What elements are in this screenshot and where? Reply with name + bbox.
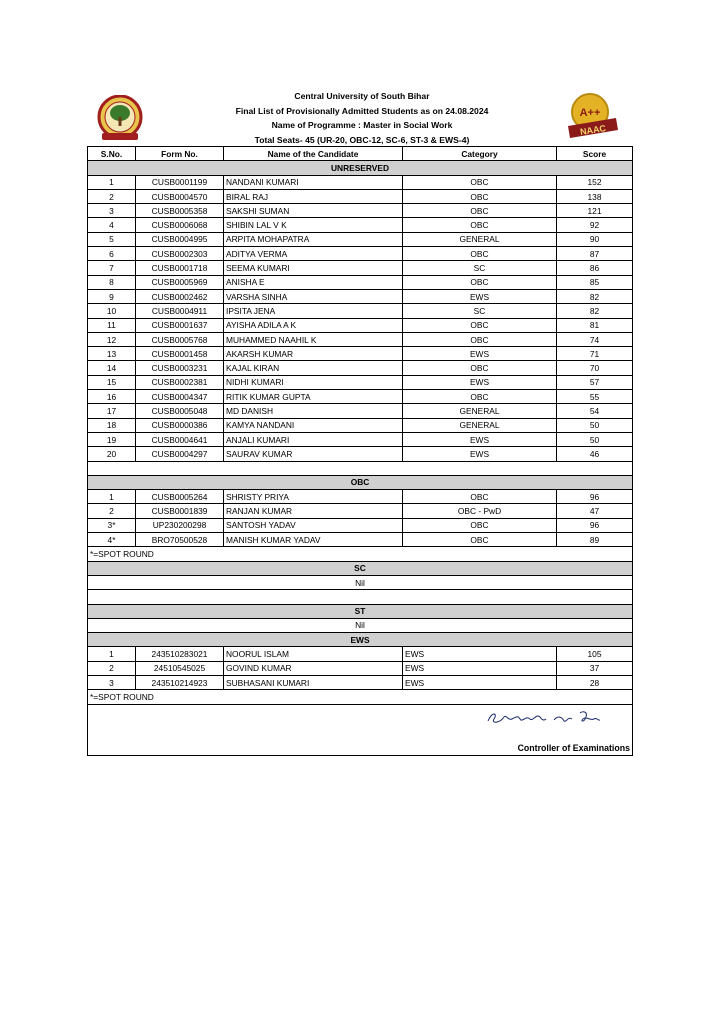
candidate-name-cell: VARSHA SINHA [224,289,403,303]
form-no-cell: CUSB0001458 [136,347,224,361]
st-nil-value: Nil [88,618,633,632]
candidate-name-cell: ANISHA E [224,275,403,289]
category-cell: EWS [403,675,557,689]
category-cell: SC [403,304,557,318]
candidate-name-cell: SHIBIN LAL V K [224,218,403,232]
form-no-cell: CUSB0005969 [136,275,224,289]
candidate-name-cell: NANDANI KUMARI [224,175,403,189]
category-cell: OBC [403,318,557,332]
category-cell: GENERAL [403,418,557,432]
candidate-name-cell: MUHAMMED NAAHIL K [224,332,403,346]
candidate-name-cell: SUBHASANI KUMARI [224,675,403,689]
score-cell: 50 [557,432,633,446]
sc-nil [88,575,633,589]
candidate-name-cell: RANJAN KUMAR [224,504,403,518]
form-no-cell: CUSB0002381 [136,375,224,389]
table-row [88,675,633,689]
category-cell: GENERAL [403,404,557,418]
form-no-cell: CUSB0004297 [136,447,224,461]
table-row [88,175,633,189]
sno-cell: 2 [88,189,136,203]
section-st [88,604,633,618]
col-sno-header: S.No. [88,147,136,161]
form-no-cell: CUSB0003231 [136,361,224,375]
table-row [88,418,633,432]
spot-round-note-row [88,547,633,561]
category-cell: OBC [403,332,557,346]
candidate-name-cell: AKARSH KUMAR [224,347,403,361]
candidate-name-cell: KAMYA NANDANI [224,418,403,432]
candidate-name-cell: MANISH KUMAR YADAV [224,533,403,547]
form-no-cell: CUSB0004995 [136,232,224,246]
form-no-cell: BRO70500528 [136,533,224,547]
candidate-name-cell: SEEMA KUMARI [224,261,403,275]
sno-cell: 7 [88,261,136,275]
table-row [88,347,633,361]
score-cell: 47 [557,504,633,518]
programme-name: Name of Programme : Master in Social Work [271,120,453,130]
score-cell: 121 [557,204,633,218]
category-cell: EWS [403,432,557,446]
form-no-cell: CUSB0004641 [136,432,224,446]
score-cell: 82 [557,289,633,303]
signature-row [88,704,633,755]
category-cell: SC [403,261,557,275]
table-row [88,247,633,261]
score-cell: 138 [557,189,633,203]
candidate-name-cell: NIDHI KUMARI [224,375,403,389]
section-sc [88,561,633,575]
category-cell: EWS [403,447,557,461]
candidate-name-cell: SHRISTY PRIYA [224,490,403,504]
score-cell: 81 [557,318,633,332]
naac-grade-text: A++ [579,107,601,119]
list-title: Final List of Provisionally Admitted Students as on 24.08.2024 [235,105,489,116]
score-cell: 28 [557,675,633,689]
form-no-cell: 243510214923 [136,675,224,689]
table-row [88,647,633,661]
table-row [88,447,633,461]
score-cell: 86 [557,261,633,275]
controller-of-examinations: Controller of Examinations [517,742,630,753]
form-no-cell: CUSB0006068 [136,218,224,232]
sno-cell: 11 [88,318,136,332]
score-cell: 50 [557,418,633,432]
score-cell: 74 [557,332,633,346]
col-score-header: Score [557,147,633,161]
table-row [88,189,633,203]
university-seal-logo [94,95,146,148]
section-obc-label: OBC [88,475,633,489]
form-no-cell: 24510545025 [136,661,224,675]
category-cell: OBC [403,533,557,547]
form-no-cell: CUSB0005358 [136,204,224,218]
table-row [88,289,633,303]
category-cell: EWS [403,661,557,675]
table-row [88,204,633,218]
admission-list-table [87,146,633,756]
sno-cell: 3* [88,518,136,532]
table-row [88,390,633,404]
sno-cell: 1 [88,490,136,504]
category-cell: GENERAL [403,232,557,246]
sno-cell: 1 [88,647,136,661]
candidate-name-cell: SANTOSH YADAV [224,518,403,532]
section-sc-label: SC [88,561,633,575]
table-row [88,432,633,446]
col-form-no-header: Form No. [136,147,224,161]
category-cell: OBC [403,189,557,203]
score-cell: 89 [557,533,633,547]
sno-cell: 20 [88,447,136,461]
sno-cell: 14 [88,361,136,375]
spot-round-note: *=SPOT ROUND [88,547,633,561]
form-no-cell: 243510283021 [136,647,224,661]
candidate-name-cell: ADITYA VERMA [224,247,403,261]
sno-cell: 12 [88,332,136,346]
sno-cell: 9 [88,289,136,303]
sno-cell: 18 [88,418,136,432]
section-ews-label: EWS [88,633,633,647]
blank-row [88,461,633,475]
candidate-name-cell: BIRAL RAJ [224,189,403,203]
form-no-cell: CUSB0002303 [136,247,224,261]
score-cell: 96 [557,490,633,504]
form-no-cell: CUSB0002462 [136,289,224,303]
table-row [88,232,633,246]
blank-cell [88,461,633,475]
naac-logo [560,92,624,149]
candidate-name-cell: GOVIND KUMAR [224,661,403,675]
spot-round-note: *=SPOT ROUND [88,690,633,704]
candidate-name-cell: SAURAV KUMAR [224,447,403,461]
score-cell: 105 [557,647,633,661]
score-cell: 92 [557,218,633,232]
category-cell: EWS [403,647,557,661]
table-row [88,218,633,232]
table-row [88,275,633,289]
sno-cell: 5 [88,232,136,246]
sno-cell: 6 [88,247,136,261]
table-row [88,304,633,318]
form-no-cell: CUSB0001718 [136,261,224,275]
spot-round-note-row [88,690,633,704]
blank-row [88,590,633,604]
table-row [88,533,633,547]
score-cell: 152 [557,175,633,189]
category-cell: OBC [403,218,557,232]
score-cell: 85 [557,275,633,289]
sno-cell: 3 [88,204,136,218]
category-cell: EWS [403,289,557,303]
col-name-header: Name of the Candidate [224,147,403,161]
score-cell: 87 [557,247,633,261]
score-cell: 70 [557,361,633,375]
sno-cell: 4* [88,533,136,547]
form-no-cell: CUSB0005264 [136,490,224,504]
score-cell: 57 [557,375,633,389]
category-cell: OBC [403,247,557,261]
table-row [88,261,633,275]
form-no-cell: CUSB0005048 [136,404,224,418]
category-cell: OBC [403,518,557,532]
section-unreserved [88,161,633,175]
sno-cell: 8 [88,275,136,289]
category-cell: EWS [403,375,557,389]
table-row [88,504,633,518]
handwritten-signature [484,707,604,729]
score-cell: 82 [557,304,633,318]
candidate-name-cell: NOORUL ISLAM [224,647,403,661]
table-row [88,518,633,532]
table-row [88,318,633,332]
score-cell: 90 [557,232,633,246]
form-no-cell: CUSB0001637 [136,318,224,332]
sno-cell: 4 [88,218,136,232]
form-no-cell: CUSB0004347 [136,390,224,404]
table-row [88,490,633,504]
table-row [88,375,633,389]
form-no-cell: CUSB0001839 [136,504,224,518]
candidate-name-cell: RITIK KUMAR GUPTA [224,390,403,404]
section-unreserved-label: UNRESERVED [88,161,633,175]
sno-cell: 2 [88,661,136,675]
form-no-cell: CUSB0001199 [136,175,224,189]
candidate-name-cell: SAKSHI SUMAN [224,204,403,218]
sno-cell: 10 [88,304,136,318]
university-name: Central University of South Bihar [294,91,430,101]
col-category-header: Category [403,147,557,161]
candidate-name-cell: MD DANISH [224,404,403,418]
table-row [88,661,633,675]
category-cell: OBC [403,204,557,218]
sno-cell: 13 [88,347,136,361]
sc-nil-value: Nil [88,575,633,589]
candidate-name-cell: IPSITA JENA [224,304,403,318]
score-cell: 37 [557,661,633,675]
category-cell: OBC [403,175,557,189]
category-cell: OBC [403,490,557,504]
sno-cell: 15 [88,375,136,389]
candidate-name-cell: AYISHA ADILA A K [224,318,403,332]
table-row [88,404,633,418]
score-cell: 46 [557,447,633,461]
sno-cell: 1 [88,175,136,189]
form-no-cell: UP230200298 [136,518,224,532]
candidate-name-cell: ANJALI KUMARI [224,432,403,446]
form-no-cell: CUSB0004570 [136,189,224,203]
table-row [88,361,633,375]
score-cell: 54 [557,404,633,418]
category-cell: OBC [403,275,557,289]
section-obc [88,475,633,489]
sno-cell: 16 [88,390,136,404]
sno-cell: 3 [88,675,136,689]
sno-cell: 17 [88,404,136,418]
score-cell: 96 [557,518,633,532]
st-nil [88,618,633,632]
table-row [88,332,633,346]
form-no-cell: CUSB0000386 [136,418,224,432]
sno-cell: 19 [88,432,136,446]
section-st-label: ST [88,604,633,618]
signature-cell [88,704,633,755]
form-no-cell: CUSB0004911 [136,304,224,318]
blank-cell [88,590,633,604]
candidate-name-cell: KAJAL KIRAN [224,361,403,375]
section-ews [88,633,633,647]
category-cell: EWS [403,347,557,361]
form-no-cell: CUSB0005768 [136,332,224,346]
category-cell: OBC [403,390,557,404]
score-cell: 55 [557,390,633,404]
category-cell: OBC - PwD [403,504,557,518]
sno-cell: 2 [88,504,136,518]
candidate-name-cell: ARPITA MOHAPATRA [224,232,403,246]
table-header-row [88,147,633,161]
category-cell: OBC [403,361,557,375]
naac-label-text: NAAC [579,123,607,137]
score-cell: 71 [557,347,633,361]
total-seats: Total Seats- 45 (UR-20, OBC-12, SC-6, ST-3 & EWS-4) [254,134,470,145]
